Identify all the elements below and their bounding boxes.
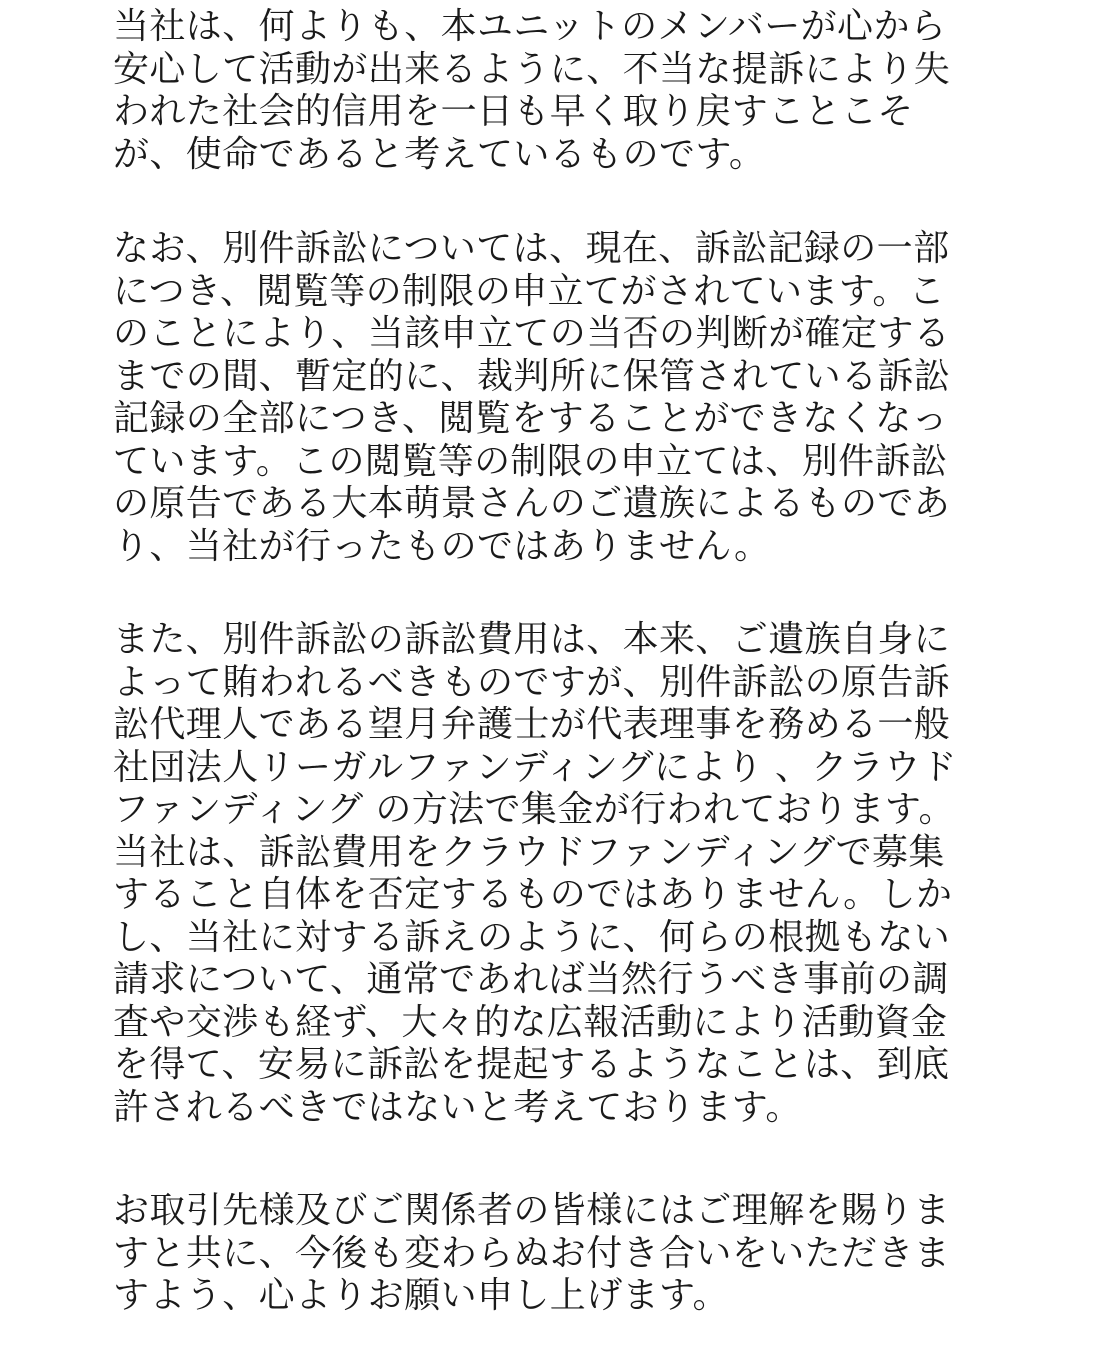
text-line: 請求について、通常であれば当然行うべき事前の調 bbox=[113, 959, 949, 1000]
text-line: 訟代理人である望月弁護士が代表理事を務める一般 bbox=[113, 704, 951, 745]
text-line: お取引先様及びご関係者の皆様にはご理解を賜りま bbox=[113, 1190, 951, 1231]
text-line: すよう、心よりお願い申し上げます。 bbox=[113, 1275, 729, 1316]
text-line: ています。この閲覧等の制限の申立ては、別件訴訟 bbox=[113, 440, 948, 482]
text-line: 当社は、何よりも、本ユニットのメンバーが心から bbox=[113, 6, 947, 47]
text-line: し、当社に対する訴えのように、何らの根拠もない bbox=[113, 916, 951, 958]
text-line: なお、別件訴訟については、現在、訴訟記録の一部 bbox=[113, 228, 950, 269]
text-line: につき、閲覧等の制限の申立てがされています。こ bbox=[113, 270, 946, 312]
paragraph-mission bbox=[113, 6, 1013, 176]
text-line: り、当社が行ったものではありません。 bbox=[113, 525, 771, 567]
text-line: が、使命であると考えているものです。 bbox=[113, 133, 766, 175]
text-line: のことにより、当該申立ての当否の判断が確定する bbox=[113, 313, 951, 354]
text-line: 記録の全部につき、閲覧をすることができなくなっ bbox=[113, 398, 949, 439]
text-line: 許されるべきではないと考えております。 bbox=[113, 1086, 802, 1128]
text-line: 社団法人リーガルファンディングにより 、クラウド bbox=[113, 746, 958, 788]
paragraph-access-restriction bbox=[113, 228, 1013, 568]
text-line: 当社は、訴訟費用をクラウドファンディングで募集 bbox=[113, 831, 945, 873]
paragraph-litigation-costs bbox=[113, 619, 1013, 1129]
text-line: すること自体を否定するものではありません。しか bbox=[113, 874, 953, 915]
text-line: よって賄われるべきものですが、別件訴訟の原告訴 bbox=[113, 661, 951, 703]
text-line: までの間、暫定的に、裁判所に保管されている訴訟 bbox=[113, 355, 951, 397]
paragraph-closing bbox=[113, 1190, 1013, 1318]
text-line: われた社会的信用を一日も早く取り戻すことこそ bbox=[113, 91, 914, 132]
text-line: の原告である大本萌景さんのご遺族によるものであ bbox=[113, 483, 951, 524]
text-line: 安心して活動が出来るように、不当な提訴により失 bbox=[113, 48, 951, 90]
text-line: また、別件訴訟の訴訟費用は、本来、ご遺族自身に bbox=[113, 619, 951, 660]
text-line: を得て、安易に訴訟を提起するようなことは、到底 bbox=[113, 1044, 950, 1085]
text-line: ファンディング の方法で集金が行われております。 bbox=[113, 789, 955, 830]
text-line: すと共に、今後も変わらぬお付き合いをいただきま bbox=[113, 1232, 951, 1274]
text-line: 査や交渉も経ず、大々的な広報活動により活動資金 bbox=[113, 1001, 948, 1043]
